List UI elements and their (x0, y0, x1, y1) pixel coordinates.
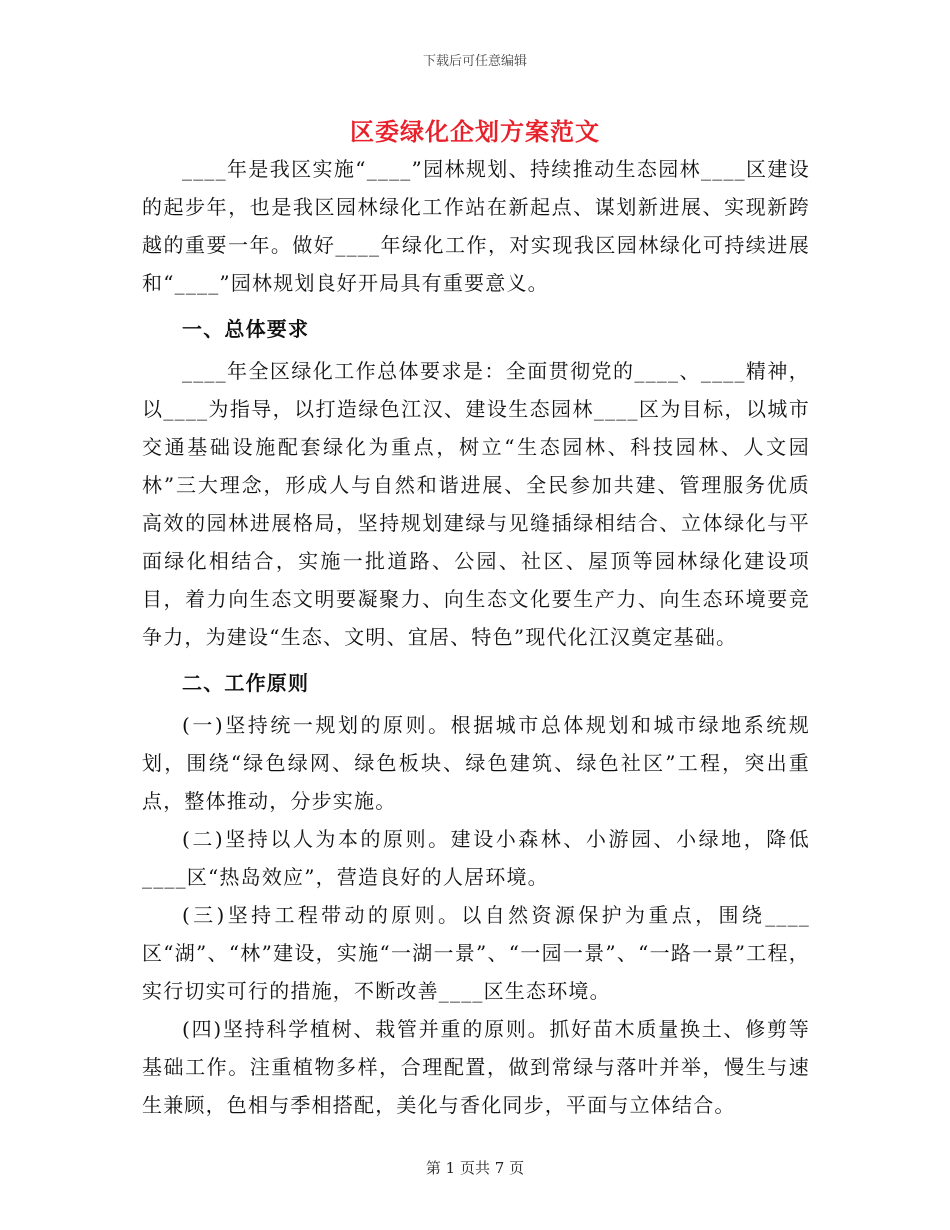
general-requirements-paragraph: ____年全区绿化工作总体要求是：全面贯彻党的____、____精神，以____为指导，以打造绿色江汉、建设生态园林____区为目标，以城市交通基础设施配套绿化为重点，树立“生态园林、科技园林、人文园林”三大理念，形成人与自然和谐进展、全民参加共建、管理服务优质高效的园林进展格局，坚持规划建绿与见缝插绿相结合、立体绿化与平面绿化相结合，实施一批道路、公园、社区、屋顶等园林绿化建设项目，着力向生态文明要凝聚力、向生态文化要生产力、向生态环境要竞争力，为建设“生态、文明、宜居、特色”现代化江汉奠定基础。 (142, 359, 810, 649)
section-heading-work-principles: 二、工作原则 (182, 671, 310, 695)
principle-paragraph-4: (四)坚持科学植树、栽管并重的原则。抓好苗木质量换土、修剪等基础工作。注重植物多样，合理配置，做到常绿与落叶并举，慢生与速生兼顾，色相与季相搭配，美化与香化同步，平面与立体结合。 (142, 1017, 810, 1117)
document-title: 区委绿化企划方案范文 (350, 117, 600, 146)
page-header-note: 下载后可任意编辑 (422, 54, 527, 69)
principle-paragraph-3: (三)坚持工程带动的原则。以自然资源保护为重点，围绕____区“湖”、“林”建设，实施“一湖一景”、“一园一景”、“一路一景”工程，实行切实可行的措施，不断改善____区生态环境。 (142, 903, 810, 1003)
page-number: 第 1 页共 7 页 (425, 1159, 525, 1177)
principle-paragraph-2: (二)坚持以人为本的原则。建设小森林、小游园、小绿地，降低____区“热岛效应”，营造良好的人居环境。 (142, 827, 810, 889)
document-body (142, 150, 810, 1124)
principle-paragraph-1: (一)坚持统一规划的原则。根据城市总体规划和城市绿地系统规划，围绕“绿色绿网、绿色板块、绿色建筑、绿色社区”工程，突出重点，整体推动，分步实施。 (142, 713, 810, 813)
intro-paragraph: ____年是我区实施“____”园林规划、持续推动生态园林____区建设的起步年，也是我区园林绿化工作站在新起点、谋划新进展、实现新跨越的重要一年。做好____年绿化工作，对实现我区园林绿化可持续进展和“____”园林规划良好开局具有重要意义。 (142, 157, 810, 295)
section-heading-general-requirements: 一、总体要求 (182, 317, 310, 341)
